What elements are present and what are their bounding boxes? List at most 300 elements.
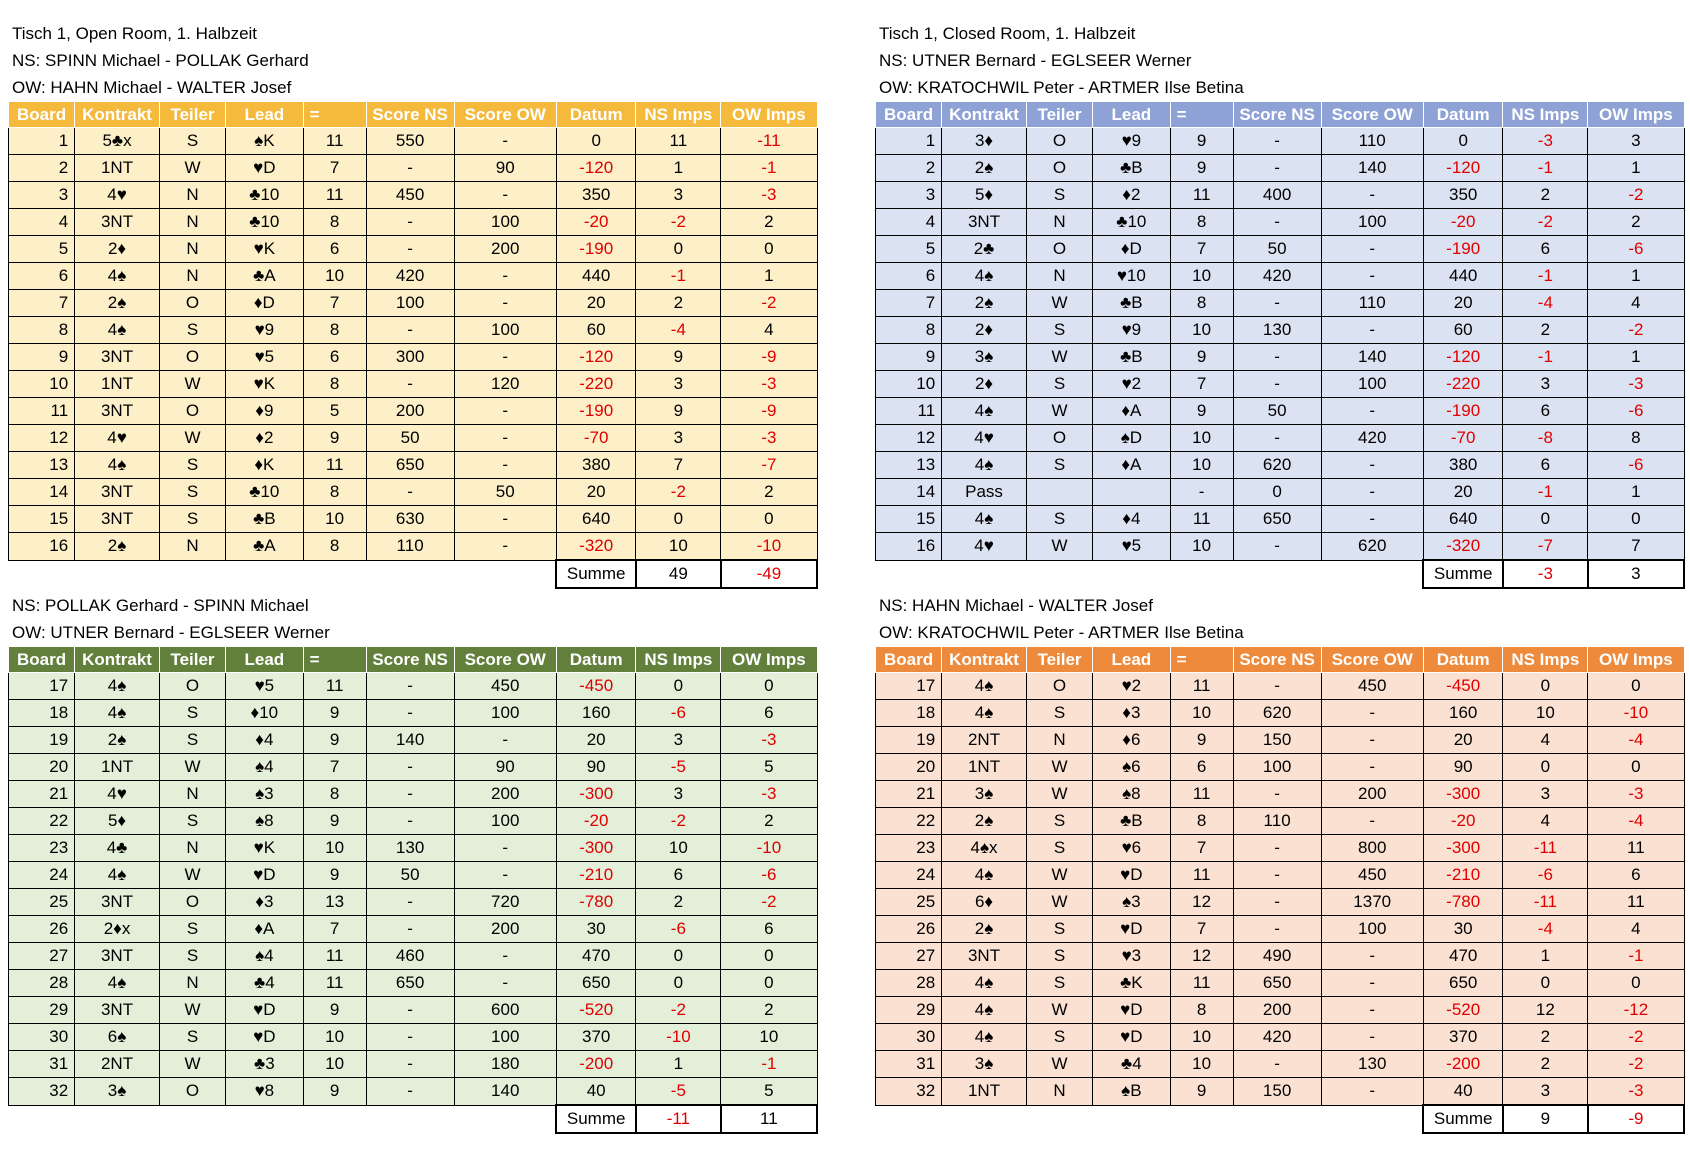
score-ow-cell: - bbox=[454, 943, 556, 970]
column-header: Score OW bbox=[1321, 102, 1423, 128]
ow-imps-cell: -3 bbox=[721, 425, 817, 452]
tricks-cell: 12 bbox=[1170, 943, 1233, 970]
tricks-cell: 9 bbox=[1170, 398, 1233, 425]
ns-imps-cell: -6 bbox=[636, 700, 721, 727]
empty-cell bbox=[9, 1105, 75, 1133]
datum-cell: -190 bbox=[1423, 398, 1503, 425]
contract-cell: 4♥ bbox=[942, 533, 1027, 561]
ns-imps-cell: 0 bbox=[636, 673, 721, 700]
board-cell: 14 bbox=[876, 479, 942, 506]
score-ow-cell: - bbox=[1321, 452, 1423, 479]
score-ns-cell: - bbox=[366, 808, 454, 835]
score-ns-cell: - bbox=[366, 236, 454, 263]
sum-label: Summe bbox=[1423, 560, 1503, 588]
ns-imps-cell: 0 bbox=[1503, 970, 1588, 997]
ns-imps-cell: -5 bbox=[636, 1078, 721, 1106]
board-cell: 29 bbox=[876, 997, 942, 1024]
lead-cell: ♠K bbox=[226, 128, 304, 155]
score-ns-cell: 50 bbox=[366, 425, 454, 452]
datum-cell: 90 bbox=[556, 754, 636, 781]
board-cell: 13 bbox=[9, 452, 75, 479]
table-row bbox=[9, 673, 818, 700]
table-row bbox=[876, 317, 1685, 344]
dealer-cell: W bbox=[1026, 754, 1092, 781]
table-row bbox=[876, 182, 1685, 209]
ns-imps-cell: 3 bbox=[636, 727, 721, 754]
board-cell: 10 bbox=[9, 371, 75, 398]
column-header: Kontrakt bbox=[75, 647, 160, 673]
score-ns-cell: - bbox=[1233, 344, 1321, 371]
ns-imps-cell: 10 bbox=[636, 533, 721, 561]
table-row bbox=[876, 209, 1685, 236]
score-ow-cell: 620 bbox=[1321, 533, 1423, 561]
table-row bbox=[876, 1024, 1685, 1051]
ow-imps-cell: 0 bbox=[1588, 970, 1684, 997]
board-cell: 15 bbox=[876, 506, 942, 533]
contract-cell: 2♠ bbox=[75, 727, 160, 754]
ow-pair: OW: KRATOCHWIL Peter - ARTMER Ilse Betina bbox=[879, 623, 1244, 642]
board-cell: 19 bbox=[876, 727, 942, 754]
ns-imps-cell: 0 bbox=[636, 943, 721, 970]
lead-cell: ♦A bbox=[226, 916, 304, 943]
contract-cell: 1NT bbox=[75, 155, 160, 182]
ns-imps-cell: -6 bbox=[636, 916, 721, 943]
dealer-cell: N bbox=[1026, 209, 1092, 236]
table-row bbox=[9, 727, 818, 754]
datum-cell: -200 bbox=[1423, 1051, 1503, 1078]
score-ns-cell: 50 bbox=[366, 862, 454, 889]
lead-cell: ♦10 bbox=[226, 700, 304, 727]
board-cell: 27 bbox=[876, 943, 942, 970]
ns-pair: NS: SPINN Michael - POLLAK Gerhard bbox=[12, 51, 309, 70]
ns-imps-cell: 3 bbox=[636, 371, 721, 398]
contract-cell: 5♣x bbox=[75, 128, 160, 155]
ns-imps-cell: -1 bbox=[1503, 479, 1588, 506]
board-cell: 6 bbox=[876, 263, 942, 290]
score-ow-cell: - bbox=[454, 970, 556, 997]
dealer-cell: N bbox=[1026, 263, 1092, 290]
score-ns-cell: - bbox=[366, 479, 454, 506]
datum-cell: -120 bbox=[1423, 344, 1503, 371]
column-header: Datum bbox=[1423, 102, 1503, 128]
sum-ow-imps: -49 bbox=[721, 560, 817, 588]
dealer-cell: N bbox=[1026, 1078, 1092, 1106]
datum-cell: 350 bbox=[556, 182, 636, 209]
score-ow-cell: 450 bbox=[454, 673, 556, 700]
lead-cell: ♥K bbox=[226, 371, 304, 398]
datum-cell: 60 bbox=[556, 317, 636, 344]
datum-cell: 470 bbox=[1423, 943, 1503, 970]
table-row bbox=[9, 1051, 818, 1078]
dealer-cell: O bbox=[159, 889, 225, 916]
score-ns-cell: 650 bbox=[1233, 970, 1321, 997]
ow-imps-cell: 1 bbox=[1588, 479, 1684, 506]
score-ns-cell: - bbox=[366, 889, 454, 916]
board-cell: 18 bbox=[876, 700, 942, 727]
tricks-cell: 7 bbox=[303, 290, 366, 317]
lead-cell: ♦2 bbox=[226, 425, 304, 452]
ns-imps-cell: 0 bbox=[1503, 506, 1588, 533]
board-cell: 17 bbox=[876, 673, 942, 700]
table-heading: Tisch 1, Open Room, 1. Halbzeit bbox=[12, 24, 258, 43]
lead-cell: ♠8 bbox=[1093, 781, 1171, 808]
score-ns-cell: 50 bbox=[1233, 236, 1321, 263]
board-cell: 1 bbox=[876, 128, 942, 155]
column-header: Datum bbox=[1423, 647, 1503, 673]
ow-imps-cell: 6 bbox=[1588, 862, 1684, 889]
score-ns-cell: 620 bbox=[1233, 452, 1321, 479]
board-cell: 31 bbox=[876, 1051, 942, 1078]
score-ow-cell: 200 bbox=[1321, 781, 1423, 808]
contract-cell: 5♦ bbox=[942, 182, 1027, 209]
empty-cell bbox=[1093, 560, 1171, 588]
empty-cell bbox=[1093, 1105, 1171, 1133]
table-row bbox=[876, 781, 1685, 808]
datum-cell: -200 bbox=[556, 1051, 636, 1078]
board-cell: 20 bbox=[876, 754, 942, 781]
ow-imps-cell: -2 bbox=[1588, 317, 1684, 344]
ow-imps-cell: 6 bbox=[721, 700, 817, 727]
score-ns-cell: - bbox=[366, 781, 454, 808]
dealer-cell: S bbox=[1026, 700, 1092, 727]
score-ow-cell: - bbox=[1321, 997, 1423, 1024]
empty-cell bbox=[303, 1105, 366, 1133]
table-row bbox=[876, 344, 1685, 371]
ns-imps-cell: 0 bbox=[636, 970, 721, 997]
board-cell: 21 bbox=[876, 781, 942, 808]
tricks-cell: 6 bbox=[1170, 754, 1233, 781]
ow-imps-cell: 5 bbox=[721, 1078, 817, 1106]
score-ns-cell: - bbox=[366, 754, 454, 781]
lead-cell: ♣4 bbox=[1093, 1051, 1171, 1078]
datum-cell: -780 bbox=[1423, 889, 1503, 916]
ow-imps-cell: 0 bbox=[721, 943, 817, 970]
table-row bbox=[9, 754, 818, 781]
dealer-cell: W bbox=[159, 425, 225, 452]
dealer-cell: N bbox=[159, 970, 225, 997]
ow-imps-cell: -7 bbox=[721, 452, 817, 479]
closed-room-first-half bbox=[875, 20, 1685, 589]
table-row bbox=[9, 970, 818, 997]
score-ow-cell: 100 bbox=[1321, 371, 1423, 398]
ow-imps-cell: 11 bbox=[1588, 835, 1684, 862]
tricks-cell: 8 bbox=[1170, 997, 1233, 1024]
datum-cell: 160 bbox=[556, 700, 636, 727]
dealer-cell: N bbox=[159, 209, 225, 236]
datum-cell: -120 bbox=[1423, 155, 1503, 182]
score-ns-cell: - bbox=[1233, 781, 1321, 808]
lead-cell: ♣A bbox=[226, 263, 304, 290]
datum-cell: 40 bbox=[556, 1078, 636, 1106]
lead-cell: ♦4 bbox=[1093, 506, 1171, 533]
dealer-cell: W bbox=[1026, 862, 1092, 889]
datum-cell: -70 bbox=[1423, 425, 1503, 452]
column-header: NS Imps bbox=[636, 647, 721, 673]
score-ow-cell: - bbox=[1321, 1024, 1423, 1051]
column-header: Lead bbox=[226, 647, 304, 673]
lead-cell bbox=[1093, 479, 1171, 506]
column-header: = bbox=[1170, 102, 1233, 128]
score-ow-cell: - bbox=[1321, 263, 1423, 290]
ns-imps-cell: 3 bbox=[636, 781, 721, 808]
table-row bbox=[9, 371, 818, 398]
score-ns-cell: 650 bbox=[1233, 506, 1321, 533]
score-ns-cell: 100 bbox=[366, 290, 454, 317]
score-ow-cell: 100 bbox=[454, 1024, 556, 1051]
score-ow-cell: 90 bbox=[454, 754, 556, 781]
score-ow-cell: 200 bbox=[454, 916, 556, 943]
board-cell: 32 bbox=[9, 1078, 75, 1106]
contract-cell: 4♠ bbox=[942, 506, 1027, 533]
datum-cell: 370 bbox=[1423, 1024, 1503, 1051]
ns-imps-cell: 3 bbox=[1503, 781, 1588, 808]
empty-cell bbox=[454, 560, 556, 588]
contract-cell: 2NT bbox=[942, 727, 1027, 754]
empty-cell bbox=[942, 560, 1027, 588]
table-row bbox=[9, 209, 818, 236]
contract-cell: 4♠ bbox=[942, 263, 1027, 290]
column-header: Score NS bbox=[366, 102, 454, 128]
column-header: NS Imps bbox=[1503, 102, 1588, 128]
ns-imps-cell: -2 bbox=[636, 808, 721, 835]
score-ow-cell: - bbox=[1321, 398, 1423, 425]
dealer-cell: W bbox=[159, 862, 225, 889]
ns-imps-cell: 1 bbox=[1503, 943, 1588, 970]
ow-imps-cell: -1 bbox=[721, 155, 817, 182]
dealer-cell: S bbox=[159, 479, 225, 506]
score-ow-cell: 120 bbox=[454, 371, 556, 398]
datum-cell: -120 bbox=[556, 155, 636, 182]
table-row bbox=[9, 835, 818, 862]
contract-cell: 2♠ bbox=[942, 916, 1027, 943]
score-ow-cell: - bbox=[1321, 727, 1423, 754]
score-table bbox=[875, 646, 1685, 1134]
table-row bbox=[9, 943, 818, 970]
board-cell: 4 bbox=[876, 209, 942, 236]
datum-cell: -20 bbox=[556, 808, 636, 835]
dealer-cell: S bbox=[159, 916, 225, 943]
datum-cell: 20 bbox=[556, 727, 636, 754]
sum-row bbox=[9, 560, 818, 588]
dealer-cell: S bbox=[1026, 452, 1092, 479]
contract-cell: 4♠ bbox=[942, 452, 1027, 479]
score-ns-cell: - bbox=[1233, 673, 1321, 700]
tricks-cell: 8 bbox=[1170, 209, 1233, 236]
datum-cell: 380 bbox=[1423, 452, 1503, 479]
contract-cell: 3♠ bbox=[75, 1078, 160, 1106]
sum-ns-imps: 9 bbox=[1503, 1105, 1588, 1133]
lead-cell: ♠4 bbox=[226, 754, 304, 781]
datum-cell: -20 bbox=[1423, 209, 1503, 236]
score-ns-cell: 200 bbox=[1233, 997, 1321, 1024]
score-ow-cell: 450 bbox=[1321, 673, 1423, 700]
board-cell: 12 bbox=[9, 425, 75, 452]
tricks-cell: 10 bbox=[303, 835, 366, 862]
datum-cell: 440 bbox=[1423, 263, 1503, 290]
score-ns-cell: - bbox=[366, 209, 454, 236]
column-header: = bbox=[303, 102, 366, 128]
column-header: Score OW bbox=[1321, 647, 1423, 673]
ns-imps-cell: -10 bbox=[636, 1024, 721, 1051]
lead-cell: ♥6 bbox=[1093, 835, 1171, 862]
score-ow-cell: 100 bbox=[454, 209, 556, 236]
contract-cell: 4♠ bbox=[942, 398, 1027, 425]
score-ns-cell: 650 bbox=[366, 970, 454, 997]
table-row bbox=[9, 997, 818, 1024]
column-header: Score OW bbox=[454, 647, 556, 673]
score-ns-cell: - bbox=[1233, 835, 1321, 862]
score-ow-cell: - bbox=[454, 425, 556, 452]
score-table bbox=[8, 646, 818, 1134]
score-ow-cell: 100 bbox=[454, 700, 556, 727]
empty-cell bbox=[366, 560, 454, 588]
score-ns-cell: - bbox=[1233, 533, 1321, 561]
dealer-cell: W bbox=[1026, 533, 1092, 561]
ns-imps-cell: 4 bbox=[1503, 808, 1588, 835]
dealer-cell: O bbox=[159, 673, 225, 700]
datum-cell: -300 bbox=[1423, 835, 1503, 862]
dealer-cell: S bbox=[159, 128, 225, 155]
table-row bbox=[876, 916, 1685, 943]
ns-imps-cell: -5 bbox=[636, 754, 721, 781]
score-ns-cell: 450 bbox=[366, 182, 454, 209]
dealer-cell: W bbox=[1026, 1051, 1092, 1078]
table-row bbox=[876, 371, 1685, 398]
board-cell: 21 bbox=[9, 781, 75, 808]
lead-cell: ♥3 bbox=[1093, 943, 1171, 970]
ow-imps-cell: 8 bbox=[1588, 425, 1684, 452]
score-ns-cell: 150 bbox=[1233, 727, 1321, 754]
table-row bbox=[9, 889, 818, 916]
contract-cell: 4♠ bbox=[75, 862, 160, 889]
table-row bbox=[9, 128, 818, 155]
dealer-cell: O bbox=[1026, 128, 1092, 155]
score-ow-cell: - bbox=[1321, 317, 1423, 344]
ns-pair: NS: HAHN Michael - WALTER Josef bbox=[879, 596, 1153, 615]
dealer-cell: S bbox=[1026, 371, 1092, 398]
board-cell: 29 bbox=[9, 997, 75, 1024]
score-ns-cell: 550 bbox=[366, 128, 454, 155]
empty-cell bbox=[1170, 1105, 1233, 1133]
column-header: Kontrakt bbox=[942, 647, 1027, 673]
contract-cell: 5♦ bbox=[75, 808, 160, 835]
dealer-cell: S bbox=[159, 1024, 225, 1051]
contract-cell: 4♠ bbox=[942, 673, 1027, 700]
ow-imps-cell: -3 bbox=[1588, 371, 1684, 398]
tricks-cell: 11 bbox=[1170, 506, 1233, 533]
dealer-cell: O bbox=[1026, 425, 1092, 452]
ow-imps-cell: 4 bbox=[1588, 916, 1684, 943]
score-ns-cell: 110 bbox=[366, 533, 454, 561]
score-ow-cell: - bbox=[1321, 506, 1423, 533]
table-row bbox=[876, 862, 1685, 889]
dealer-cell: N bbox=[159, 236, 225, 263]
score-ow-cell: - bbox=[1321, 1078, 1423, 1106]
score-ns-cell: 300 bbox=[366, 344, 454, 371]
lead-cell: ♦2 bbox=[1093, 182, 1171, 209]
board-cell: 27 bbox=[9, 943, 75, 970]
contract-cell: 2♠ bbox=[75, 290, 160, 317]
dealer-cell: S bbox=[159, 317, 225, 344]
sum-label: Summe bbox=[556, 1105, 636, 1133]
lead-cell: ♥9 bbox=[226, 317, 304, 344]
sum-ns-imps: -3 bbox=[1503, 560, 1588, 588]
lead-cell: ♣B bbox=[1093, 290, 1171, 317]
dealer-cell: S bbox=[1026, 506, 1092, 533]
ow-imps-cell: 4 bbox=[721, 317, 817, 344]
board-cell: 23 bbox=[9, 835, 75, 862]
table-row bbox=[876, 290, 1685, 317]
ns-imps-cell: 2 bbox=[1503, 182, 1588, 209]
ow-imps-cell: -2 bbox=[1588, 182, 1684, 209]
contract-cell: 2♠ bbox=[942, 808, 1027, 835]
lead-cell: ♥5 bbox=[1093, 533, 1171, 561]
tricks-cell: 10 bbox=[1170, 533, 1233, 561]
score-ns-cell: 490 bbox=[1233, 943, 1321, 970]
tricks-cell: 13 bbox=[303, 889, 366, 916]
dealer-cell: N bbox=[159, 182, 225, 209]
dealer-cell: N bbox=[159, 533, 225, 561]
ow-imps-cell: -10 bbox=[721, 533, 817, 561]
table-row bbox=[876, 1051, 1685, 1078]
lead-cell: ♦K bbox=[226, 452, 304, 479]
board-cell: 10 bbox=[876, 371, 942, 398]
ns-imps-cell: -1 bbox=[636, 263, 721, 290]
board-cell: 11 bbox=[9, 398, 75, 425]
tricks-cell: 11 bbox=[303, 452, 366, 479]
header-row bbox=[9, 102, 818, 128]
ow-imps-cell: -10 bbox=[721, 835, 817, 862]
contract-cell: 4♠ bbox=[75, 263, 160, 290]
tricks-cell: 7 bbox=[1170, 236, 1233, 263]
tricks-cell: 6 bbox=[303, 236, 366, 263]
ow-imps-cell: 0 bbox=[1588, 673, 1684, 700]
score-ns-cell: - bbox=[366, 1051, 454, 1078]
ns-imps-cell: 1 bbox=[636, 1051, 721, 1078]
lead-cell: ♠4 bbox=[226, 943, 304, 970]
empty-cell bbox=[226, 560, 304, 588]
ow-imps-cell: 1 bbox=[1588, 263, 1684, 290]
tricks-cell: 9 bbox=[1170, 128, 1233, 155]
score-ns-cell: - bbox=[366, 317, 454, 344]
lead-cell: ♣B bbox=[226, 506, 304, 533]
lead-cell: ♦3 bbox=[226, 889, 304, 916]
ns-imps-cell: 2 bbox=[1503, 1051, 1588, 1078]
score-ns-cell: 420 bbox=[1233, 263, 1321, 290]
ns-imps-cell: 2 bbox=[1503, 317, 1588, 344]
lead-cell: ♦A bbox=[1093, 452, 1171, 479]
table-row bbox=[876, 479, 1685, 506]
ow-imps-cell: -3 bbox=[721, 727, 817, 754]
lead-cell: ♥D bbox=[226, 1024, 304, 1051]
contract-cell: 4♠ bbox=[942, 862, 1027, 889]
table-row bbox=[876, 155, 1685, 182]
contract-cell: 4♠ bbox=[75, 970, 160, 997]
empty-cell bbox=[1026, 1105, 1092, 1133]
score-ow-cell: - bbox=[1321, 182, 1423, 209]
board-cell: 24 bbox=[9, 862, 75, 889]
ns-imps-cell: 6 bbox=[636, 862, 721, 889]
table-row bbox=[876, 398, 1685, 425]
ns-imps-cell: 0 bbox=[636, 506, 721, 533]
column-header: Score NS bbox=[366, 647, 454, 673]
score-ns-cell: - bbox=[1233, 371, 1321, 398]
score-ow-cell: 100 bbox=[454, 317, 556, 344]
ns-imps-cell: -7 bbox=[1503, 533, 1588, 561]
contract-cell: 4♥ bbox=[75, 182, 160, 209]
ow-imps-cell: -4 bbox=[1588, 727, 1684, 754]
dealer-cell: W bbox=[159, 155, 225, 182]
